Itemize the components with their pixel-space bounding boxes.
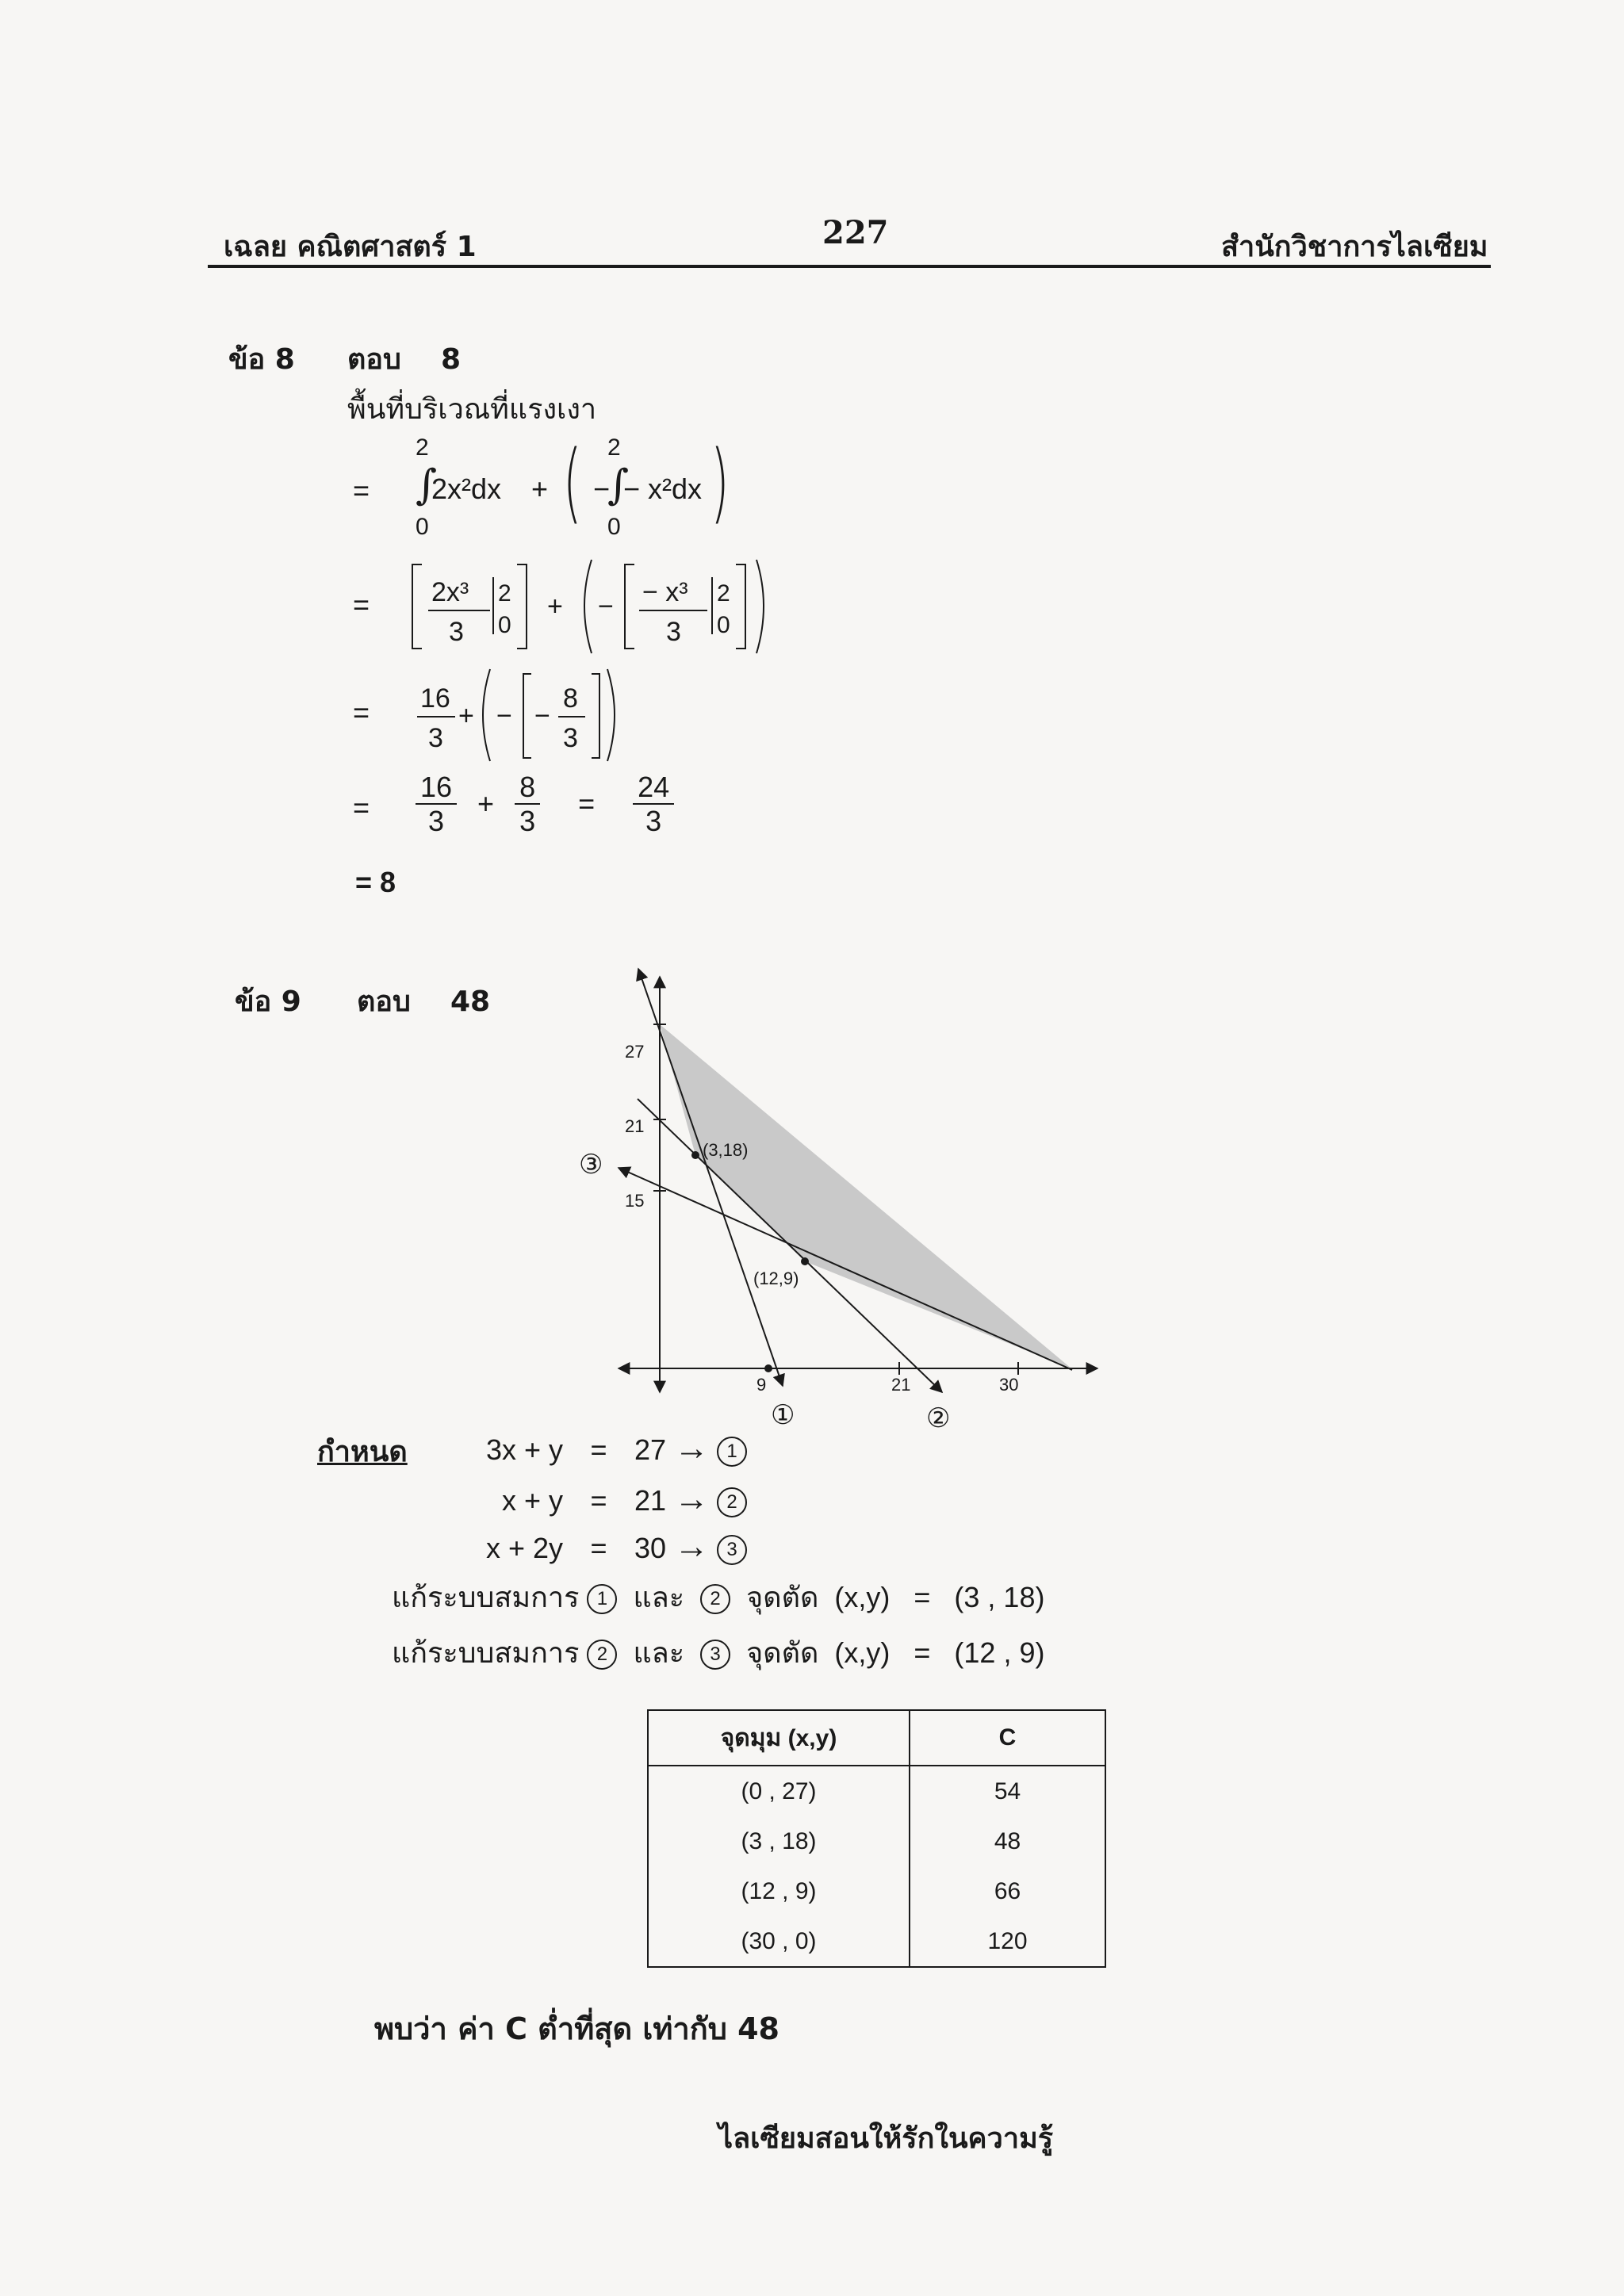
lower-limit: 0: [416, 514, 429, 540]
right-paren-2: [756, 560, 764, 653]
table-cell: 54: [994, 1777, 1021, 1804]
q8-answer: [347, 336, 461, 381]
point-9-0: [764, 1364, 772, 1372]
solve1-eq: =: [914, 1581, 931, 1613]
integrand-1: 2x²dx: [431, 473, 502, 505]
x-tick-label-21: 21: [891, 1375, 911, 1395]
q8-line-4: [416, 771, 674, 838]
right-bracket-1: [517, 564, 527, 649]
eq1-marker: 1: [717, 1437, 747, 1467]
solve1-point-text: จุดตัด: [746, 1581, 819, 1613]
eq3-lhs: x + 2y: [485, 1532, 563, 1564]
line-2-marker: ②: [926, 1402, 951, 1434]
table-cell: (3 , 18): [649, 1816, 910, 1866]
line-1-marker: ①: [771, 1399, 795, 1431]
q8-eq-1: =: [353, 474, 370, 507]
x-tick-label-30: 30: [999, 1375, 1019, 1395]
left-bracket-2: [625, 564, 634, 649]
q9-answer-label: ตอบ: [357, 985, 411, 1018]
feasible-region: [660, 1024, 1071, 1368]
val-16: 16: [420, 683, 450, 714]
line-3-marker: ③: [579, 1149, 603, 1181]
header-rule: [208, 265, 1491, 268]
header-left-title: เฉลย คณิตศาสตร์ 1: [224, 231, 477, 263]
frac-16-3: $\frac{16}{3}$: [416, 771, 457, 838]
eval-upper-2: 2: [717, 580, 730, 607]
footer-slogan: ไลเซียมสอนให้รักในความรู้: [718, 2122, 1054, 2155]
upper-limit: 2: [416, 434, 429, 461]
table-header-point: จุดมุม (x,y): [649, 1711, 910, 1766]
q8-answer-value: 8: [441, 343, 462, 376]
equals-sign: =: [578, 787, 596, 821]
equation-3: [412, 1527, 825, 1567]
table-row: [649, 1866, 1105, 1916]
solve1-text: แก้ระบบสมการ: [392, 1581, 580, 1613]
plus-sign-4: +: [477, 787, 495, 821]
left-paren: (: [563, 431, 582, 533]
q8-eq-4: =: [353, 791, 370, 824]
left-paren-2: [584, 560, 592, 653]
q8-integrals: [404, 431, 737, 545]
table-header-c: C: [910, 1711, 1105, 1766]
table-cell: 120: [987, 1927, 1028, 1954]
corner-table-frame: [647, 1709, 1106, 1968]
table-cell: 66: [994, 1877, 1021, 1904]
eq3-eq: =: [590, 1532, 607, 1564]
header-right-title: สำนักวิชาการไลเซียม: [1221, 231, 1488, 263]
q8-eq-3: =: [353, 696, 370, 729]
plus-sign: +: [531, 473, 549, 505]
q9-answer-value: 48: [450, 985, 491, 1018]
q8-line-3: [404, 666, 626, 764]
plus-sign-2: +: [547, 591, 563, 622]
eval-lower-2: 0: [717, 612, 730, 638]
solve2-b: 3: [700, 1640, 730, 1670]
eq2-marker: 2: [717, 1487, 747, 1517]
table-cell: (0 , 27): [649, 1766, 910, 1816]
y-tick-label-21: 21: [625, 1116, 645, 1136]
frac-8-3: $\frac{8}{3}$: [515, 771, 540, 838]
table-row: [649, 1816, 1105, 1866]
q8-antiderivatives: [404, 555, 777, 658]
frac-24-3: $\frac{24}{3}$: [633, 771, 674, 838]
table-header-row: [649, 1711, 1105, 1766]
table-cell: 48: [994, 1827, 1021, 1854]
eq1-lhs: 3x + y: [485, 1433, 563, 1466]
equation-1: [412, 1429, 825, 1468]
y-tick-label-27: 27: [625, 1042, 645, 1062]
solve1-result: (3 , 18): [954, 1581, 1045, 1613]
solve2-xy: (x,y): [834, 1636, 891, 1669]
left-bracket-3: [523, 674, 531, 758]
q8-eq-2: =: [353, 588, 370, 621]
eq3-arrow: →: [674, 1527, 710, 1566]
solve2-text: แก้ระบบสมการ: [392, 1636, 580, 1669]
solve-line-2: [392, 1630, 1044, 1675]
left-paren-3: [483, 669, 490, 761]
point-label-3-18: (3,18): [703, 1140, 749, 1160]
solve2-result: (12 , 9): [954, 1636, 1045, 1669]
right-bracket-3: [592, 674, 599, 758]
antideriv-2-num: − x³: [642, 577, 688, 607]
minus-sign-4: −: [534, 701, 550, 731]
minus-sign-2: −: [598, 591, 614, 622]
page-number: 227: [822, 214, 889, 251]
y-tick-label-15: 15: [625, 1191, 645, 1211]
antideriv-2-den: 3: [666, 617, 681, 647]
eq1-rhs: 27: [634, 1433, 667, 1466]
eq2-rhs: 21: [634, 1484, 667, 1517]
point-label-12-9: (12,9): [753, 1269, 799, 1288]
right-bracket-2: [736, 564, 745, 649]
eq2-eq: =: [590, 1484, 607, 1517]
solve1-and: และ: [633, 1581, 685, 1613]
val-3: 3: [428, 723, 443, 753]
integrand-2: − x²dx: [623, 473, 703, 505]
table-cell: (12 , 9): [649, 1866, 910, 1916]
plus-sign-3: +: [458, 701, 474, 731]
q9-label: ข้อ 9: [235, 985, 301, 1018]
table-row: [649, 1916, 1105, 1966]
eval-lower-1: 0: [498, 612, 511, 638]
right-paren: ): [710, 431, 730, 533]
integral-sign-2: ∫: [607, 461, 630, 509]
eq2-arrow: →: [674, 1479, 710, 1518]
table-cell: (30 , 0): [649, 1916, 910, 1966]
solve1-a: 1: [587, 1584, 617, 1614]
eq3-rhs: 30: [634, 1532, 667, 1564]
q9-conclusion: พบว่า ค่า C ต่ำที่สุด เท่ากับ 48: [374, 2011, 779, 2046]
given-label: กำหนด: [317, 1436, 408, 1468]
solve2-and: และ: [633, 1636, 685, 1669]
corner-table: [649, 1711, 1105, 1966]
point-3-18: [691, 1151, 699, 1159]
table-row: [649, 1766, 1105, 1816]
q8-intro: พื้นที่บริเวณที่แรงเงา: [347, 393, 597, 426]
eq1-arrow: →: [674, 1429, 710, 1468]
solve1-xy: (x,y): [834, 1581, 891, 1613]
eq3-marker: 3: [717, 1535, 747, 1565]
eq2-lhs: x + y: [501, 1484, 563, 1517]
val-3b: 3: [563, 723, 578, 753]
solve2-a: 2: [587, 1640, 617, 1670]
x-tick-label-9: 9: [756, 1375, 767, 1395]
q9-graph: [571, 959, 1118, 1443]
antideriv-1-den: 3: [449, 617, 464, 647]
eq1-eq: =: [590, 1433, 607, 1466]
equation-2: [412, 1479, 825, 1519]
minus-sign: −: [593, 473, 611, 505]
antideriv-1-num: 2x³: [431, 577, 469, 607]
q8-final: = 8: [355, 866, 396, 898]
eval-upper-1: 2: [498, 580, 511, 607]
integral-sign: ∫: [416, 461, 438, 509]
val-8: 8: [563, 683, 578, 714]
lower-limit-2: 0: [607, 514, 621, 540]
q8-label: ข้อ 8: [228, 343, 295, 376]
left-bracket-1: [412, 564, 422, 649]
q8-answer-label: ตอบ: [347, 343, 401, 376]
minus-sign-3: −: [496, 701, 512, 731]
upper-limit-2: 2: [607, 434, 621, 461]
right-paren-3: [607, 669, 615, 761]
point-12-9: [801, 1257, 809, 1265]
solve1-b: 2: [700, 1584, 730, 1614]
solve-line-1: [392, 1575, 1044, 1620]
solve2-point-text: จุดตัด: [746, 1636, 819, 1669]
solve2-eq: =: [914, 1636, 931, 1669]
q9-answer: [357, 978, 490, 1024]
